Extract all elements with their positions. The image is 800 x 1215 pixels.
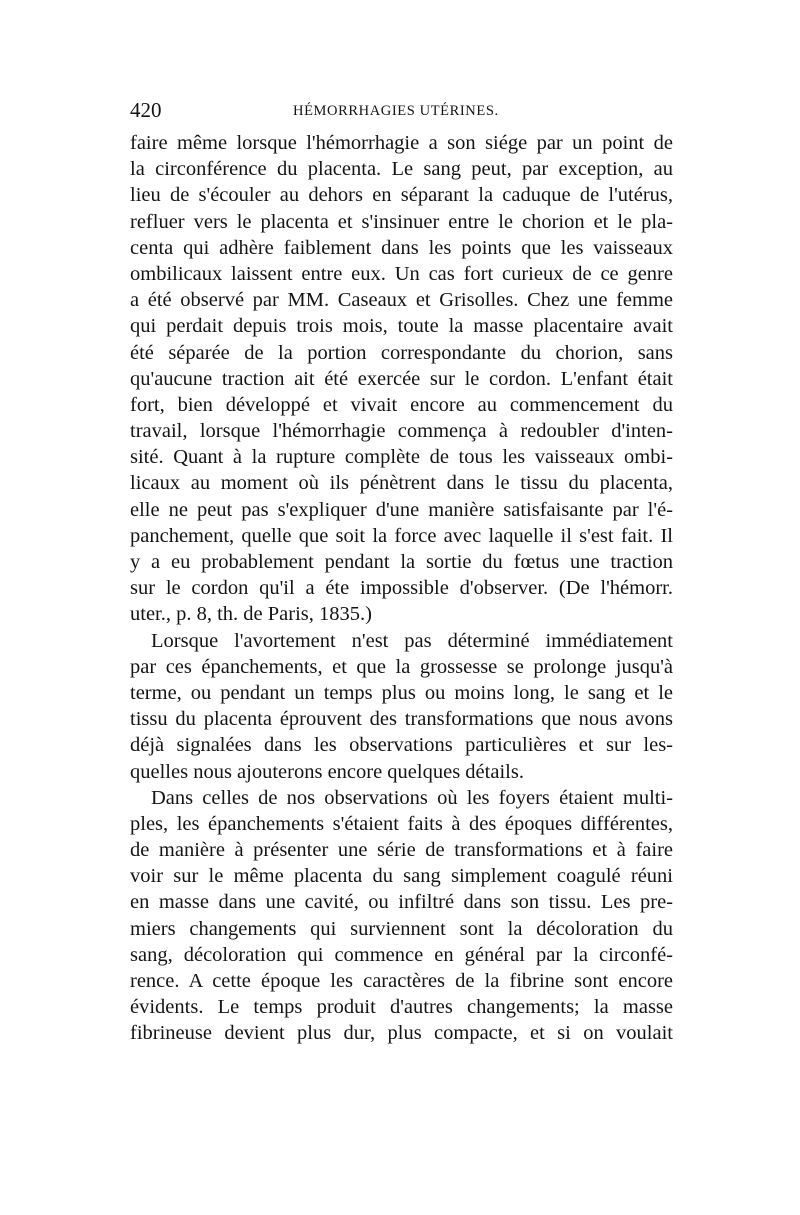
body-text — [130, 130, 673, 1047]
text-line: sur le cordon qu'il a éte impossible d'observer. (De l'hémorr. — [130, 577, 673, 600]
text-line: été séparée de la portion correspondante du chorion, sans — [130, 341, 673, 364]
text-line: ples, les épanchements s'étaient faits à des époques différentes, — [130, 812, 673, 835]
text-line: fibrineuse devient plus dur, plus compacte, et si on voulait — [130, 1022, 673, 1045]
text-line: sang, décoloration qui commence en général par la circonfé- — [130, 943, 673, 966]
page-header — [130, 97, 675, 123]
text-line: la circonférence du placenta. Le sang peut, par exception, au — [130, 158, 673, 181]
text-line: centa qui adhère faiblement dans les points que les vaisseaux — [130, 236, 673, 259]
text-line: sité. Quant à la rupture complète de tous les vaisseaux ombi- — [130, 446, 673, 469]
text-line: faire même lorsque l'hémorrhagie a son siége par un point de — [130, 132, 673, 154]
text-line: rence. A cette époque les caractères de la fibrine sont encore — [130, 970, 673, 992]
text-line: lieu de s'écouler au dehors en séparant la caduque de l'utérus, — [130, 184, 673, 207]
text-line: de manière à présenter une série de transformations et à faire — [130, 839, 673, 862]
text-line: tissu du placenta éprouvent des transformations que nous avons — [130, 708, 673, 731]
text-line: quelles nous ajouterons encore quelques détails. — [130, 760, 524, 783]
text-line: Dans celles de nos observations où les foyers étaient multi- — [151, 786, 673, 809]
text-line: fort, bien développé et vivait encore au commencement du — [130, 393, 673, 416]
text-line: elle ne peut pas s'expliquer d'une manière satisfaisante par l'é- — [130, 498, 673, 521]
text-line: qui perdait depuis trois mois, toute la masse placentaire avait — [130, 315, 673, 338]
running-head: HÉMORRHAGIES UTÉRINES. — [293, 103, 499, 119]
text-line: Lorsque l'avortement n'est pas déterminé immédiatement — [151, 629, 673, 652]
text-line: qu'aucune traction ait été exercée sur le cordon. L'enfant était — [130, 367, 673, 390]
text-line: a été observé par MM. Caseaux et Grisolles. Chez une femme — [130, 289, 673, 312]
text-line: voir sur le même placenta du sang simplement coagulé réuni — [130, 865, 673, 888]
text-line: déjà signalées dans les observations particulières et sur les- — [130, 734, 673, 757]
text-line: uter., p. 8, th. de Paris, 1835.) — [130, 603, 372, 626]
text-line: ombilicaux laissent entre eux. Un cas fort curieux de ce genre — [130, 262, 673, 285]
text-line: par ces épanchements, et que la grossesse se prolonge jusqu'à — [130, 655, 673, 678]
text-line: refluer vers le placenta et s'insinuer entre le chorion et le pla- — [130, 210, 673, 233]
text-line: en masse dans une cavité, ou infiltré dans son tissu. Les pre- — [130, 891, 673, 914]
text-line: licaux au moment où ils pénètrent dans le tissu du placenta, — [130, 472, 673, 495]
text-line: terme, ou pendant un temps plus ou moins long, le sang et le — [130, 681, 673, 704]
text-line: évidents. Le temps produit d'autres changements; la masse — [130, 996, 673, 1019]
text-line: miers changements qui surviennent sont la décoloration du — [130, 917, 673, 940]
text-line: y a eu probablement pendant la sortie du fœtus une traction — [130, 551, 673, 573]
text-line: travail, lorsque l'hémorrhagie commença à redoubler d'inten- — [130, 420, 673, 443]
page-number: 420 — [130, 98, 162, 122]
text-line: panchement, quelle que soit la force avec laquelle il s'est fait. Il — [130, 524, 673, 547]
